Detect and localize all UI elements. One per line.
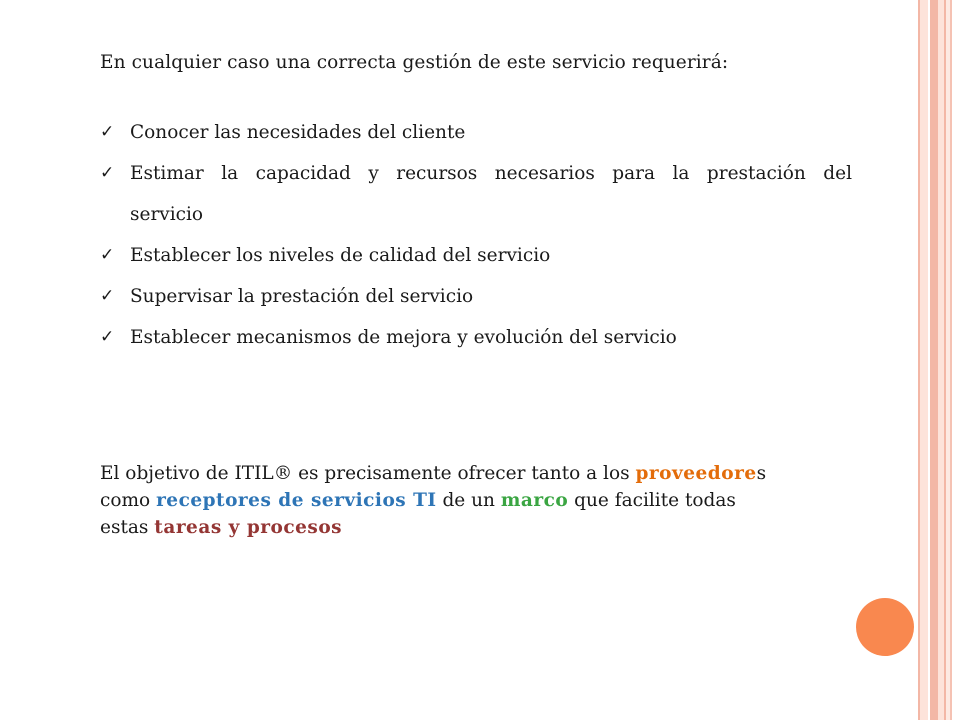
checklist-item bbox=[100, 112, 852, 153]
objective-text: que facilite todas bbox=[568, 490, 736, 511]
checkmark-icon: ✓ bbox=[100, 122, 115, 142]
highlight-receptores: receptores de servicios TI bbox=[156, 490, 437, 511]
checklist-item-text: Supervisar la prestación del servicio bbox=[130, 286, 474, 307]
checkmark-icon: ✓ bbox=[100, 327, 115, 347]
objective-text: como bbox=[100, 490, 157, 511]
checklist-item-text-continuation: servicio bbox=[130, 204, 204, 225]
checklist-item bbox=[100, 235, 852, 276]
decorative-band-line bbox=[950, 0, 952, 720]
objective-line bbox=[100, 514, 860, 541]
checklist-item bbox=[100, 153, 852, 235]
objective-text: estas bbox=[100, 517, 155, 538]
intro-text: En cualquier caso una correcta gestión de este servicio requerirá: bbox=[100, 52, 729, 73]
objective-text: El objetivo de ITIL® es precisamente ofrecer tanto a los bbox=[100, 463, 636, 484]
decorative-band-fill bbox=[920, 0, 928, 720]
objective-paragraph bbox=[100, 460, 860, 541]
highlight-proveedores: proveedore bbox=[635, 463, 757, 484]
highlight-marco: marco bbox=[500, 490, 569, 511]
objective-text: de un bbox=[436, 490, 501, 511]
objective-line bbox=[100, 460, 860, 487]
checkmark-icon: ✓ bbox=[100, 245, 115, 265]
checklist-item-text: Conocer las necesidades del cliente bbox=[130, 122, 466, 143]
objective-line bbox=[100, 487, 860, 514]
checklist-item bbox=[100, 317, 852, 358]
checklist-item bbox=[100, 276, 852, 317]
checklist-item-text: Establecer los niveles de calidad del servicio bbox=[130, 245, 551, 266]
checklist-item-text: Estimar la capacidad y recursos necesarios para la prestación del bbox=[130, 163, 852, 184]
decorative-orange-circle bbox=[856, 598, 914, 656]
checklist-item-text: Establecer mecanismos de mejora y evolución del servicio bbox=[130, 327, 677, 348]
requirements-checklist bbox=[100, 112, 852, 358]
checkmark-icon: ✓ bbox=[100, 163, 115, 183]
objective-text: s bbox=[756, 463, 767, 484]
checkmark-icon: ✓ bbox=[100, 286, 115, 306]
decorative-band-line bbox=[930, 0, 938, 720]
highlight-tareas: tareas y procesos bbox=[154, 517, 343, 538]
